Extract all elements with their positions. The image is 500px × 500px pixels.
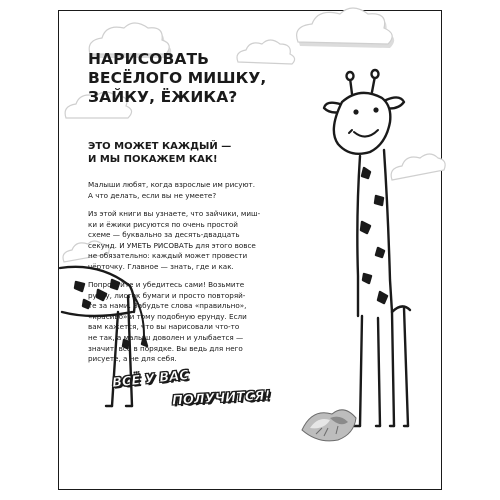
paragraph-line: вам кажется, что вы нарисовали что-то [88, 322, 240, 332]
pencil-shavings-image [302, 410, 356, 441]
paragraph-line: чёрточку. Главное — знать, где и как. [88, 261, 234, 271]
cloud-right-mid [391, 154, 445, 180]
paragraph-line: «красиво» и тому подобную ерунду. Если [88, 311, 247, 321]
slogan-line-2: ПОЛУЧИТСЯ! [171, 388, 271, 409]
subheadline-line-1: ЭТО МОЖЕТ КАЖДЫЙ — [88, 141, 232, 152]
paragraph-line: ручку, листок бумаги и просто повторяй- [88, 290, 246, 300]
paragraph-line: значит, всё в порядке. Вы ведь для него [88, 343, 243, 353]
paragraph-line: не так, а малыш доволен и улыбается — [88, 332, 244, 342]
paragraph-line: рисуете, а не для себя. [88, 354, 177, 364]
headline-line-3: ЗАЙКУ, ЁЖИКА? [88, 88, 238, 106]
paragraph-line: Малыши любят, когда взрослые им рисуют. [88, 180, 256, 189]
paragraph-line: схеме — буквально за десять-двадцать [88, 230, 240, 240]
paragraph-line: те за нами. Забудьте слова «правильно», [88, 301, 247, 311]
intro-paragraph [88, 180, 288, 201]
headline-line-1: НАРИСОВАТЬ [88, 50, 210, 68]
try-it-paragraph [88, 280, 288, 365]
paragraph-line: не обязательно: каждый может провести [88, 251, 248, 261]
page-subheadline [88, 140, 258, 166]
paragraph-line: А что делать, если вы не умеете? [88, 190, 217, 200]
cloud-top-right [297, 8, 395, 48]
paragraph-line: Из этой книги вы узнаете, что зайчики, миш- [88, 209, 261, 218]
slogan-line-1: ВСЁ У ВАС [111, 368, 190, 391]
paragraph-line: ки и ёжики рисуются по очень простой [88, 219, 238, 229]
method-paragraph [88, 209, 288, 273]
subheadline-line-2: И МЫ ПОКАЖЕМ КАК! [88, 154, 218, 165]
giraffe-drawing [324, 70, 410, 426]
paragraph-line: Попробуйте и убедитесь сами! Возьмите [88, 280, 245, 289]
headline-line-2: ВЕСЁЛОГО МИШКУ, [88, 69, 267, 87]
paragraph-line: секунд. И УМЕТЬ РИСОВАТЬ для этого вовсе [88, 240, 256, 250]
page-headline [88, 50, 298, 107]
